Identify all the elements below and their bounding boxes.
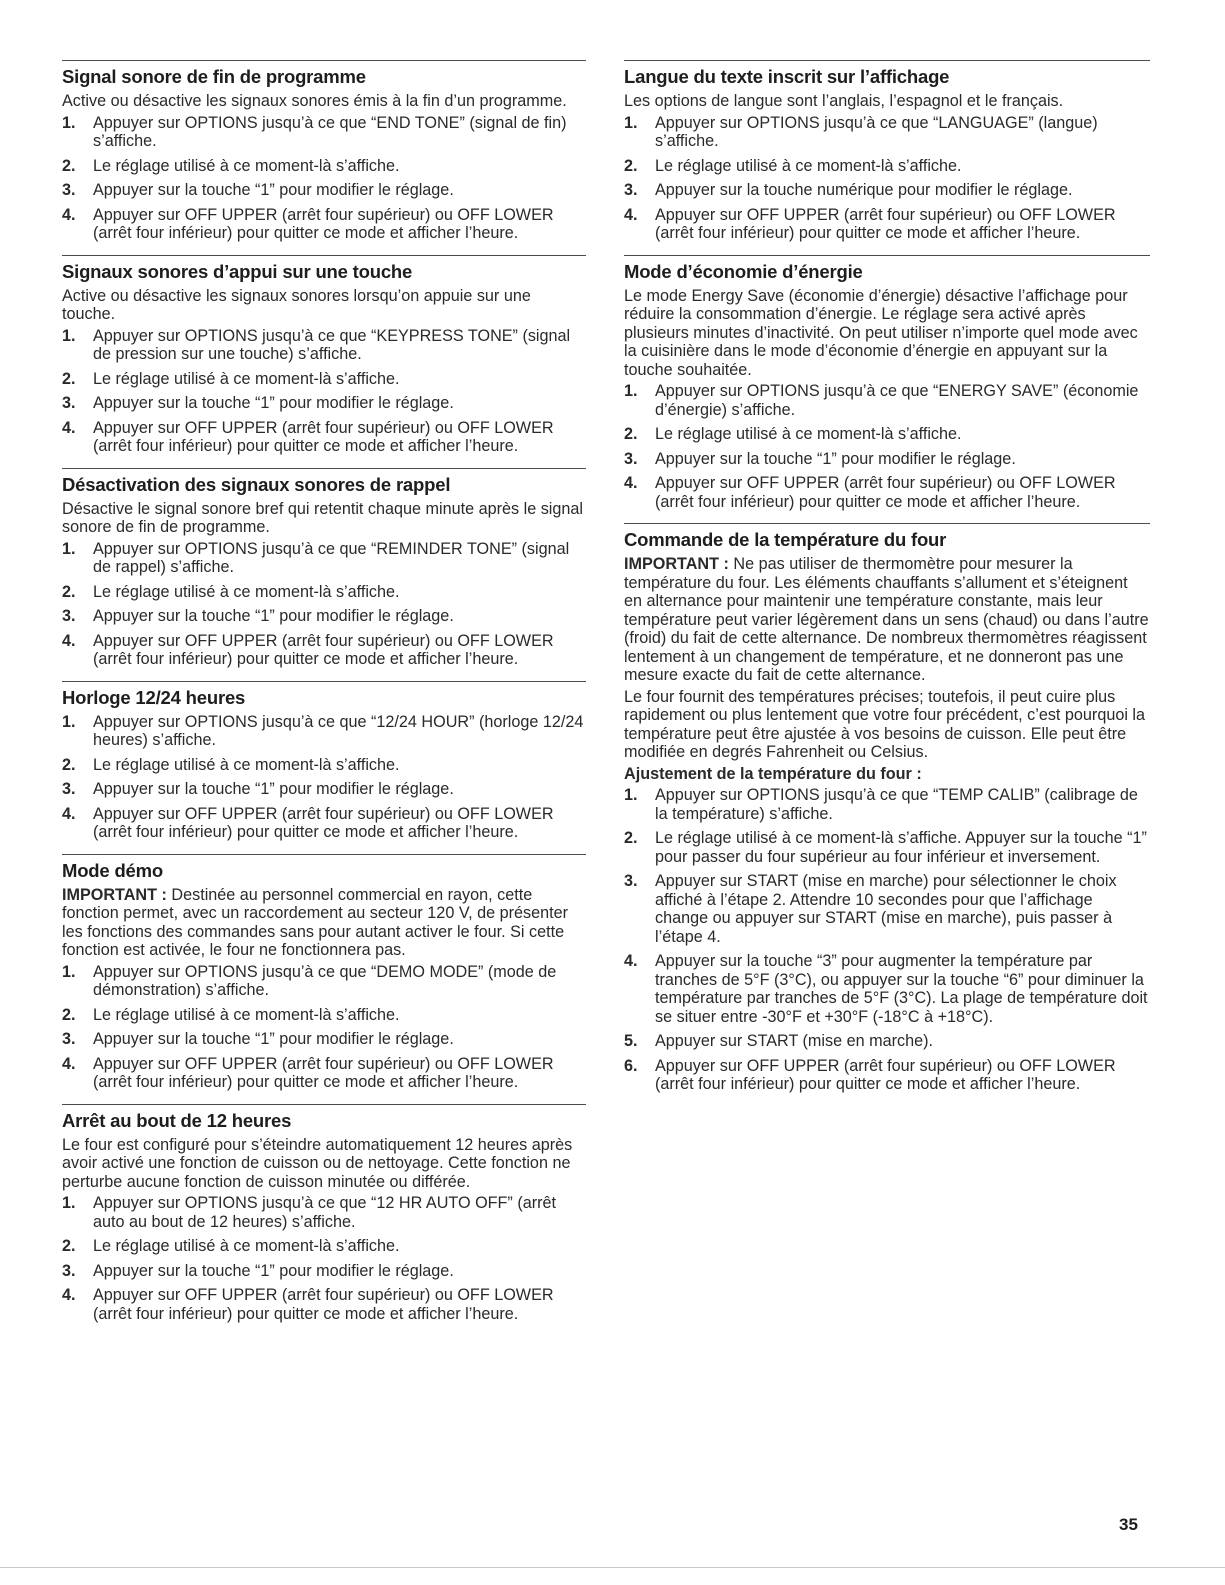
step-number: 1. [624, 786, 638, 804]
step-item [624, 181, 1150, 200]
step-item [62, 583, 586, 602]
section-subheading: Ajustement de la température du four : [624, 764, 922, 783]
step-text: Appuyer sur la touche “1” pour modifier le réglage. [93, 1261, 454, 1280]
step-number: 2. [624, 425, 638, 443]
step-number: 4. [624, 952, 638, 970]
step-item [62, 394, 586, 413]
step-text: Appuyer sur OFF UPPER (arrêt four supérieur) ou OFF LOWER (arrêt four inférieur) pour quitter ce mode et afficher l’heure. [93, 1286, 554, 1323]
step-list [62, 114, 586, 243]
step-list [62, 327, 586, 456]
step-text: Appuyer sur OPTIONS jusqu’à ce que “TEMP CALIB” (calibrage de la température) s’affiche. [655, 786, 1138, 823]
step-list [62, 963, 586, 1092]
step-item [62, 1286, 586, 1323]
step-item [624, 786, 1150, 823]
step-item [62, 327, 586, 364]
section-heading: Horloge 12/24 heures [62, 686, 246, 708]
step-text: Appuyer sur la touche “1” pour modifier le réglage. [93, 607, 454, 625]
step-text: Appuyer sur OFF UPPER (arrêt four supérieur) ou OFF LOWER (arrêt four inférieur) pour quitter ce mode et afficher l’heure. [655, 1056, 1116, 1093]
section-intro: Le mode Energy Save (économie d’énergie) désactive l’affichage pour réduire la consommation d’énergie. Le réglage sera activé après plusieurs minutes d’inactivité. On peut utiliser n’importe quel mode avec la cuisinière dans le mode d’économie d’énergie en appuyant sur la touche souhaitée. [624, 286, 1138, 379]
step-number: 1. [62, 113, 76, 132]
step-item [62, 632, 586, 669]
section [62, 1104, 586, 1324]
step-text: Appuyer sur OFF UPPER (arrêt four supérieur) ou OFF LOWER (arrêt four inférieur) pour quitter ce mode et afficher l’heure. [655, 205, 1116, 242]
step-text: Le réglage utilisé à ce moment-là s’affiche. Appuyer sur la touche “1” pour passer du four supérieur au four inférieur et inversement. [655, 829, 1147, 866]
step-text: Le réglage utilisé à ce moment-là s’affiche. [93, 156, 400, 175]
step-item [624, 450, 1150, 469]
step-item [62, 1194, 586, 1231]
section-intro: Les options de langue sont l’anglais, l’espagnol et le français. [624, 92, 1064, 110]
step-text: Appuyer sur OPTIONS jusqu’à ce que “ENERGY SAVE” (économie d’énergie) s’affiche. [655, 382, 1139, 419]
step-number: 3. [62, 1030, 76, 1048]
step-item [624, 872, 1150, 946]
step-number: 1. [62, 962, 76, 981]
step-list [62, 713, 586, 842]
step-number: 3. [624, 181, 638, 199]
right-column [624, 60, 1150, 1106]
section-intro: Le four est configuré pour s’éteindre automatiquement 12 heures après avoir activé une fonction de cuisson ou de nettoyage. Cette fonction ne perturbe aucune fonction de cuisson minutée ou différée. [62, 1135, 573, 1191]
step-item [62, 1006, 586, 1025]
step-item [62, 206, 586, 243]
step-number: 3. [624, 872, 638, 890]
step-number: 3. [624, 449, 638, 468]
section-intro: Active ou désactive les signaux sonores émis à la fin d’un programme. [62, 92, 567, 110]
section [62, 468, 586, 669]
step-text: Appuyer sur la touche “1” pour modifier le réglage. [655, 449, 1016, 468]
step-number: 1. [624, 382, 638, 400]
important-note [62, 886, 586, 960]
step-text: Appuyer sur OFF UPPER (arrêt four supérieur) ou OFF LOWER (arrêt four inférieur) pour quitter ce mode et afficher l’heure. [93, 804, 554, 841]
step-item [62, 756, 586, 775]
step-text: Appuyer sur la touche “3” pour augmenter la température par tranches de 5°F (3°C), ou appuyer sur la touche “6” pour diminuer la température par tranches de 5°F (3°C). La plage de température doit se situer entre -30°F et +30°F (-18°C à +18°C). [655, 952, 1148, 1026]
step-text: Le réglage utilisé à ce moment-là s’affiche. [93, 1005, 400, 1024]
step-number: 3. [62, 607, 76, 625]
step-text: Le réglage utilisé à ce moment-là s’affiche. [655, 156, 962, 175]
step-number: 3. [62, 181, 76, 199]
step-text: Appuyer sur OFF UPPER (arrêt four supérieur) ou OFF LOWER (arrêt four inférieur) pour quitter ce mode et afficher l’heure. [93, 1054, 554, 1091]
step-number: 1. [62, 326, 76, 345]
step-text: Appuyer sur OFF UPPER (arrêt four supérieur) ou OFF LOWER (arrêt four inférieur) pour quitter ce mode et afficher l’heure. [93, 631, 554, 668]
step-item [624, 1057, 1150, 1094]
step-item [624, 829, 1150, 866]
section-heading: Mode d’économie d’énergie [624, 260, 863, 282]
step-item [62, 370, 586, 389]
step-text: Appuyer sur OPTIONS jusqu’à ce que “END TONE” (signal de fin) s’affiche. [93, 113, 567, 150]
section [62, 681, 586, 842]
step-text: Appuyer sur la touche “1” pour modifier le réglage. [93, 780, 454, 798]
step-item [62, 157, 586, 176]
step-item [624, 114, 1150, 151]
step-number: 4. [624, 474, 638, 492]
step-text: Appuyer sur OPTIONS jusqu’à ce que “LANGUAGE” (langue) s’affiche. [655, 113, 1098, 150]
step-number: 4. [624, 205, 638, 224]
step-number: 2. [62, 755, 76, 774]
step-item [62, 963, 586, 1000]
step-number: 3. [62, 1261, 76, 1280]
bottom-divider [0, 1567, 1225, 1568]
step-text: Appuyer sur OPTIONS jusqu’à ce que “REMINDER TONE” (signal de rappel) s’affiche. [93, 539, 570, 576]
step-item [62, 805, 586, 842]
step-text: Appuyer sur OPTIONS jusqu’à ce que “12 HR AUTO OFF” (arrêt auto au bout de 12 heures) s’affiche. [93, 1194, 556, 1231]
section-heading: Signal sonore de fin de programme [62, 66, 366, 87]
step-number: 2. [62, 582, 76, 601]
step-number: 2. [624, 156, 638, 175]
step-item [62, 713, 586, 750]
step-text: Appuyer sur START (mise en marche) pour sélectionner le choix affiché à l’étape 2. Attendre 10 secondes pour que l’affichage change ou appuyer sur START (mise en marche), puis passer à l’étape 4. [655, 872, 1117, 946]
step-list [624, 114, 1150, 243]
step-item [62, 1237, 586, 1256]
step-item [624, 474, 1150, 511]
section-intro: Active ou désactive les signaux sonores lorsqu’on appuie sur une touche. [62, 286, 531, 323]
step-item [624, 1032, 1150, 1051]
section-heading: Arrêt au bout de 12 heures [62, 1109, 292, 1131]
section [62, 854, 586, 1092]
step-item [62, 1030, 586, 1049]
step-text: Appuyer sur OFF UPPER (arrêt four supérieur) ou OFF LOWER (arrêt four inférieur) pour quitter ce mode et afficher l’heure. [93, 205, 554, 242]
step-text: Appuyer sur START (mise en marche). [655, 1032, 933, 1050]
step-item [62, 1262, 586, 1281]
step-number: 2. [62, 1005, 76, 1024]
important-text: Destinée au personnel commercial en rayon, cette fonction permet, avec un raccordement au secteur 120 V, de présenter les fonctions des commandes sans pour autant activer le four. Si cette fonction est activée, le four ne fonctionnera pas. [62, 885, 569, 959]
step-text: Le réglage utilisé à ce moment-là s’affiche. [93, 755, 400, 774]
important-label: IMPORTANT : [62, 885, 167, 904]
step-list [62, 540, 586, 669]
step-number: 1. [62, 1194, 76, 1212]
step-item [62, 780, 586, 799]
section-paragraph: Le four fournit des températures précises; toutefois, il peut cuire plus rapidement ou plus lentement que votre four précédent, c’est pourquoi la température peut être ajustée à vos besoins de cuisson. Elle peut être modifiée en degrés Fahrenheit ou Celsius. [624, 687, 1146, 761]
step-number: 3. [62, 394, 76, 412]
section-heading: Commande de la température du four [624, 529, 947, 550]
step-item [62, 181, 586, 200]
step-item [62, 540, 586, 577]
step-text: Appuyer sur la touche “1” pour modifier le réglage. [93, 181, 454, 199]
step-item [624, 382, 1150, 419]
important-text: Ne pas utiliser de thermomètre pour mesurer la température du four. Les éléments chauffants s’allument et s’éteignent en alternance pour maintenir une température constante, mais leur température peut varier légèrement dans un sens (chaud) ou dans l’autre (froid) du fait de cette alternance. De nombreux thermomètres réagissent lentement à un changement de température, et ne donneront pas une mesure exacte du fait de cette alternance. [624, 555, 1149, 684]
left-column [62, 60, 586, 1335]
section [624, 60, 1150, 243]
step-number: 6. [624, 1056, 638, 1075]
step-number: 2. [62, 369, 76, 388]
step-number: 1. [62, 712, 76, 731]
step-text: Appuyer sur la touche “1” pour modifier le réglage. [93, 1030, 454, 1048]
step-text: Appuyer sur OFF UPPER (arrêt four supérieur) ou OFF LOWER (arrêt four inférieur) pour quitter ce mode et afficher l’heure. [93, 418, 554, 455]
section [62, 60, 586, 243]
section-intro: Désactive le signal sonore bref qui retentit chaque minute après le signal sonore de fin de programme. [62, 499, 583, 536]
section-heading: Signaux sonores d’appui sur une touche [62, 260, 413, 282]
step-number: 4. [62, 205, 76, 224]
step-number: 2. [624, 829, 638, 847]
section-heading: Mode démo [62, 859, 163, 881]
step-number: 1. [62, 539, 76, 558]
section [624, 255, 1150, 512]
step-number: 4. [62, 1286, 76, 1304]
step-item [62, 114, 586, 151]
section [624, 523, 1150, 1094]
step-number: 4. [62, 631, 76, 650]
step-text: Appuyer sur la touche numérique pour modifier le réglage. [655, 181, 1073, 199]
step-list [62, 1194, 586, 1323]
step-number: 2. [62, 1237, 76, 1255]
section [62, 255, 586, 456]
step-item [624, 206, 1150, 243]
step-text: Le réglage utilisé à ce moment-là s’affiche. [93, 1237, 400, 1255]
step-item [624, 425, 1150, 444]
step-text: Appuyer sur OFF UPPER (arrêt four supérieur) ou OFF LOWER (arrêt four inférieur) pour quitter ce mode et afficher l’heure. [655, 474, 1116, 511]
step-number: 4. [62, 804, 76, 823]
important-label: IMPORTANT : [624, 555, 729, 573]
step-number: 5. [624, 1032, 638, 1050]
step-number: 1. [624, 113, 638, 132]
step-item [62, 419, 586, 456]
section-heading: Désactivation des signaux sonores de rappel [62, 473, 451, 495]
step-number: 3. [62, 780, 76, 798]
step-item [624, 952, 1150, 1026]
step-item [62, 607, 586, 626]
step-text: Appuyer sur la touche “1” pour modifier le réglage. [93, 394, 454, 412]
page-number: 35 [1119, 1515, 1138, 1534]
step-number: 2. [62, 156, 76, 175]
step-text: Appuyer sur OPTIONS jusqu’à ce que “12/24 HOUR” (horloge 12/24 heures) s’affiche. [93, 712, 584, 749]
step-text: Le réglage utilisé à ce moment-là s’affiche. [655, 425, 962, 443]
step-number: 4. [62, 1054, 76, 1073]
step-list [624, 786, 1150, 1094]
step-list [624, 382, 1150, 511]
step-number: 4. [62, 418, 76, 437]
section-heading: Langue du texte inscrit sur l’affichage [624, 66, 950, 87]
step-text: Le réglage utilisé à ce moment-là s’affiche. [93, 582, 400, 601]
step-item [62, 1055, 586, 1092]
step-item [624, 157, 1150, 176]
step-text: Appuyer sur OPTIONS jusqu’à ce que “KEYPRESS TONE” (signal de pression sur une touche) s’affiche. [93, 326, 571, 363]
step-text: Le réglage utilisé à ce moment-là s’affiche. [93, 369, 400, 388]
important-note [624, 555, 1150, 685]
step-text: Appuyer sur OPTIONS jusqu’à ce que “DEMO MODE” (mode de démonstration) s’affiche. [93, 962, 557, 999]
